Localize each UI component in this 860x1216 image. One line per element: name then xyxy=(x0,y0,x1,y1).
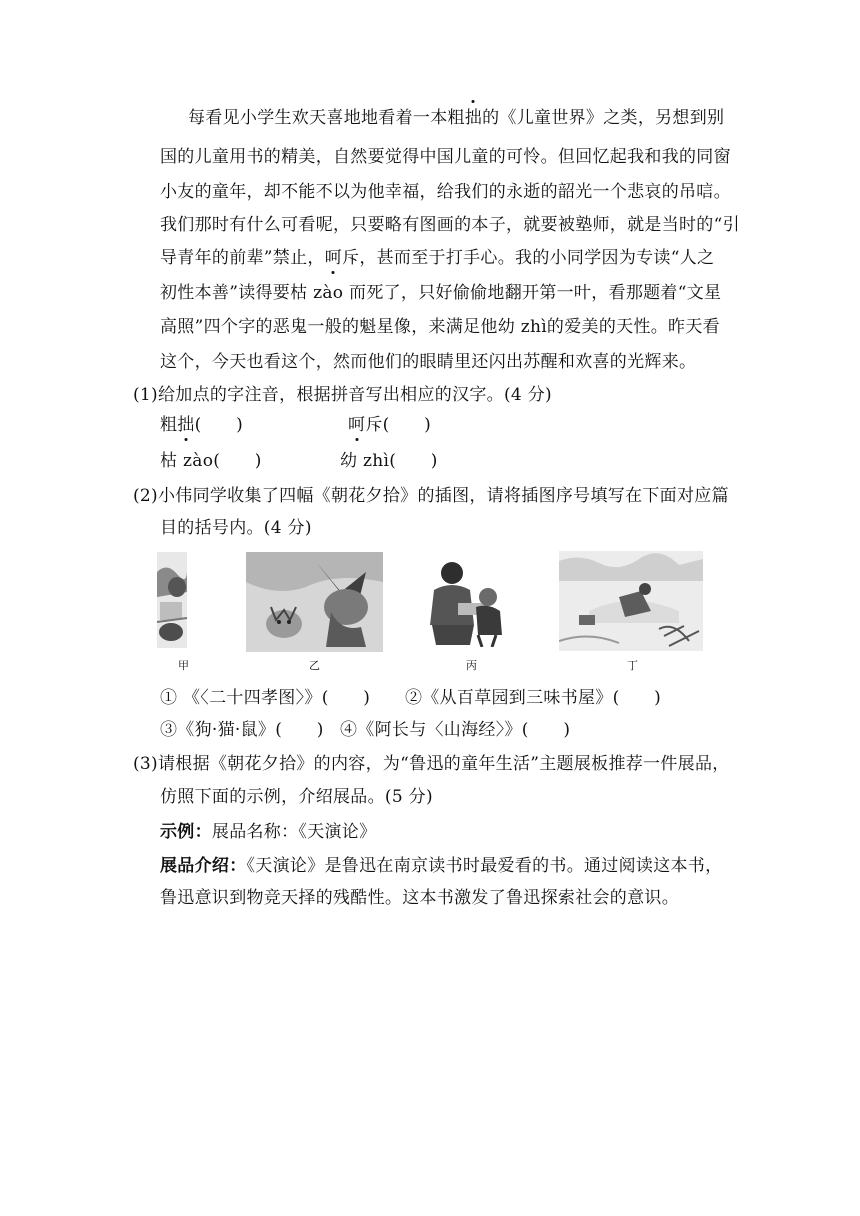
q2-option-1[interactable]: ① 《〈二十四孝图〉》( ) xyxy=(160,688,371,708)
q3-intro-cont: 鲁迅意识到物竞天择的残酷性。这本书激发了鲁迅探索社会的意识。 xyxy=(160,888,679,908)
passage-line-8: 这个，今天也看这个，然而他们的眼睛里还闪出苏醒和欢喜的光辉来。 xyxy=(160,352,697,372)
q2-option-4[interactable]: ④《阿长与〈山海经〉》( ) xyxy=(340,720,571,740)
passage-line-5: 导青年的前辈”禁止，呵斥，甚而至于打手心。我的小同学因为专读“人之 xyxy=(160,248,715,268)
passage-line-7: 高照”四个字的恶鬼一般的魁星像，来满足他幼 zhì的爱美的天性。昨天看 xyxy=(160,317,720,337)
caption-ding: 丁 xyxy=(627,659,638,672)
caption-bing: 丙 xyxy=(466,659,477,672)
q3-example: 示例：展品名称：《天演论》 xyxy=(160,822,377,842)
example-label: 示例： xyxy=(160,822,212,842)
passage-line-6: 初性本善”读得要枯 zào 而死了，只好偷偷地翻开第一叶，看那题着“文星 xyxy=(160,283,722,303)
q3-intro: 展品介绍：《天演论》是鲁迅在南京读书时最爱看的书。通过阅读这本书， xyxy=(160,856,723,876)
illustration-bing xyxy=(422,555,512,647)
q1-item-c[interactable]: 枯 zào( ) xyxy=(160,451,262,471)
q3-prompt-cont: 仿照下面的示例，介绍展品。(5 分) xyxy=(160,787,433,807)
dotted-char: 拙 xyxy=(177,415,195,435)
dotted-char: 呵 xyxy=(324,248,343,268)
q1-item-b: 呵斥( ) xyxy=(348,415,432,435)
q2-prompt: (2)小伟同学收集了四幅《朝花夕拾》的插图，请将插图序号填写在下面对应篇 xyxy=(133,486,729,506)
q1-prompt: (1)给加点的字注音，根据拼音写出相应的汉字。(4 分) xyxy=(133,385,552,405)
intro-label: 展品介绍： xyxy=(160,856,247,876)
caption-jia: 甲 xyxy=(178,659,189,672)
passage-line-2: 国的儿童用书的精美，自然要觉得中国儿童的可怜。但回忆起我和我的同窗 xyxy=(160,147,731,167)
passage-line-3: 小友的童年，却不能不以为他幸福，给我们的永逝的韶光一个悲哀的吊唁。 xyxy=(160,182,731,202)
dotted-char: 拙 xyxy=(464,108,483,128)
answer-blank[interactable]: ( ) xyxy=(382,415,432,435)
passage-line-1: 每看见小学生欢天喜地地看着一本粗拙的《儿童世界》之类，另想到别 xyxy=(188,108,725,128)
answer-blank[interactable]: ( ) xyxy=(194,415,244,435)
dotted-char: 呵 xyxy=(348,415,366,435)
illustration-ding xyxy=(559,551,703,651)
caption-yi: 乙 xyxy=(309,659,320,672)
illustration-yi xyxy=(246,552,383,652)
q2-prompt-cont: 目的括号内。(4 分) xyxy=(160,518,312,538)
q3-prompt: (3)请根据《朝花夕拾》的内容，为“鲁迅的童年生活”主题展板推荐一件展品， xyxy=(133,754,730,774)
illustration-jia xyxy=(157,552,187,648)
q2-option-2[interactable]: ②《从百草园到三味书屋》( ) xyxy=(405,688,662,708)
passage-line-4: 我们那时有什么可看呢，只要略有图画的本子，就要被塾师，就是当时的“引 xyxy=(160,215,740,235)
q2-option-3[interactable]: ③《狗·猫·鼠》( ) xyxy=(160,720,324,740)
q1-item-a: 粗拙( ) xyxy=(160,415,244,435)
q1-item-d[interactable]: 幼 zhì( ) xyxy=(340,451,438,471)
